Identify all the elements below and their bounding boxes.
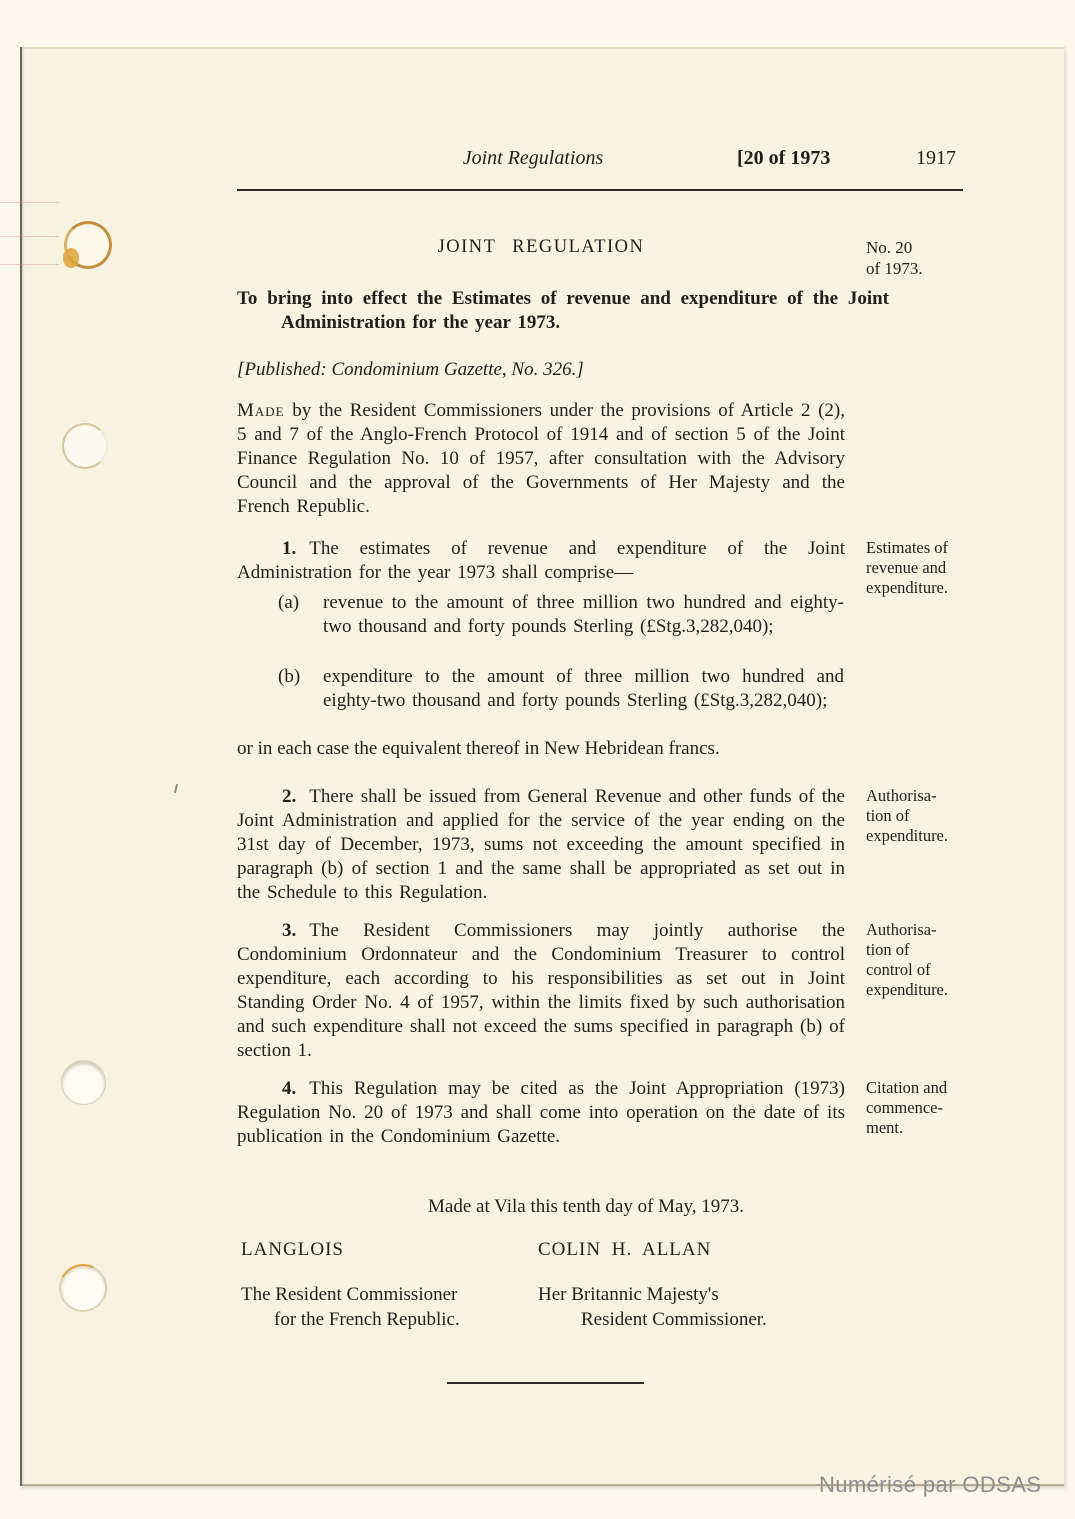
header-rule — [237, 189, 963, 191]
margin-note-line: Estimates of — [866, 538, 949, 557]
regulation-number-line: No. 20 — [866, 238, 913, 257]
signature-title-british — [538, 1282, 838, 1332]
closing-rule — [447, 1382, 644, 1384]
regulation-title: To bring into effect the Estimates of revenue and expenditure of the Joint Administration for the year 1973. — [237, 288, 889, 333]
margin-note-line: Authorisa- — [866, 786, 937, 805]
section-1-number: 1. — [282, 538, 297, 559]
signature-british — [538, 1239, 838, 1332]
hole-punch — [64, 221, 112, 269]
margin-note-line: ment. — [866, 1118, 904, 1137]
margin-note-line: expenditure. — [866, 578, 949, 597]
hole-punch — [62, 423, 108, 469]
margin-note-line: expenditure. — [866, 826, 949, 845]
section-4-text: This Regulation may be cited as the Joint Appropriation (1973) Regulation No. 20 of 1973 and shall come into operation on the date of its publication in the Condominium Gazette. — [237, 1078, 845, 1147]
section-1-text: The estimates of revenue and expenditure of the Joint Administration for the year 1973 shall comprise— — [237, 538, 845, 583]
preamble-lead-word: Made — [237, 400, 285, 421]
signature-title-line: Resident Commissioner. — [581, 1309, 767, 1330]
hole-punch — [61, 1060, 106, 1105]
published-line: [Published: Condominium Gazette, No. 326.] — [237, 359, 584, 380]
preamble-text: by the Resident Commissioners under the provisions of Article 2 (2), 5 and 7 of the Anglo-French Protocol of 1914 and of section 5 of the Joint Finance Regulation No. 10 of 1957, after consultation with the Advisory Council and the approval of the Governments of Her Majesty and the French Republic. — [237, 400, 845, 517]
list-item-b — [278, 665, 846, 713]
margin-note-line: tion of — [866, 940, 910, 959]
francs-clause: or in each case the equivalent thereof in New Hebridean francs. — [237, 738, 720, 759]
page-number: 1917 — [916, 147, 956, 169]
section-3-paragraph — [237, 919, 845, 1063]
section-4-paragraph — [237, 1077, 845, 1149]
scan-artifact-line — [0, 202, 59, 203]
margin-note-section-4 — [866, 1078, 998, 1138]
item-a-label: (a) — [278, 592, 300, 613]
item-b-label: (b) — [278, 666, 301, 687]
running-title: Joint Regulations — [462, 147, 604, 169]
regulation-number-line: of 1973. — [866, 259, 923, 278]
margin-note-line: commence- — [866, 1098, 943, 1117]
section-4-number: 4. — [282, 1078, 297, 1099]
margin-note-line: tion of — [866, 806, 910, 825]
section-2-text: There shall be issued from General Revenue and other funds of the Joint Administration and applied for the service of the year ending on the 31st day of December, 1973, sums not exceeding the amount specified in paragraph (b) of section 1 and the same shall be appropriated as set out in the Schedule to this Regulation. — [237, 786, 845, 903]
signature-french — [241, 1239, 531, 1332]
regulation-heading: JOINT REGULATION — [437, 237, 645, 257]
section-3-text: The Resident Commissioners may jointly authorise the Condominium Ordonnateur and the Condominium Treasurer to control expenditure, each according to his responsibilities as set out in Joint Standing Order No. 4 of 1957, within the limits fixed by such authorisation and such expenditure shall not exceed the sums specified in paragraph (b) of section 1. — [237, 920, 845, 1061]
section-2-number: 2. — [282, 786, 297, 807]
scan-artifact-line — [0, 264, 59, 265]
signature-title-line: The Resident Commissioner — [241, 1284, 458, 1305]
odsas-watermark: Numérisé par ODSAS — [819, 1472, 1042, 1497]
section-1-paragraph — [237, 537, 845, 585]
margin-note-line: Citation and — [866, 1078, 948, 1097]
list-item-a — [278, 591, 846, 639]
section-2-paragraph — [237, 785, 845, 905]
margin-note-line: Authorisa- — [866, 920, 937, 939]
preamble-paragraph — [237, 399, 845, 519]
issue-ref: [20 of 1973 — [737, 147, 831, 169]
made-at-line: Made at Vila this tenth day of May, 1973. — [428, 1196, 744, 1217]
signature-name-french: LANGLOIS — [241, 1239, 344, 1260]
scan-artifact-line — [0, 236, 59, 237]
signature-title-line: Her Britannic Majesty's — [538, 1284, 719, 1305]
item-a-text: revenue to the amount of three million two hundred and eighty-two thousand and forty pounds Sterling (£Stg.3,282,040); — [323, 592, 844, 637]
margin-note-section-3 — [866, 920, 998, 1000]
regulation-number — [866, 237, 1006, 279]
margin-note-section-2 — [866, 786, 998, 846]
signature-name-british: COLIN H. ALLAN — [538, 1239, 712, 1260]
signature-title-french — [241, 1282, 531, 1332]
margin-note-line: control of — [866, 960, 931, 979]
signature-title-line: for the French Republic. — [274, 1309, 460, 1330]
margin-note-line: revenue and — [866, 558, 947, 577]
section-3-number: 3. — [282, 920, 297, 941]
scanned-page — [20, 47, 1065, 1486]
margin-note-line: expenditure. — [866, 980, 949, 999]
item-b-text: expenditure to the amount of three million two hundred and eighty-two thousand and forty pounds Sterling (£Stg.3,282,040); — [323, 666, 844, 711]
margin-note-section-1 — [866, 538, 998, 598]
